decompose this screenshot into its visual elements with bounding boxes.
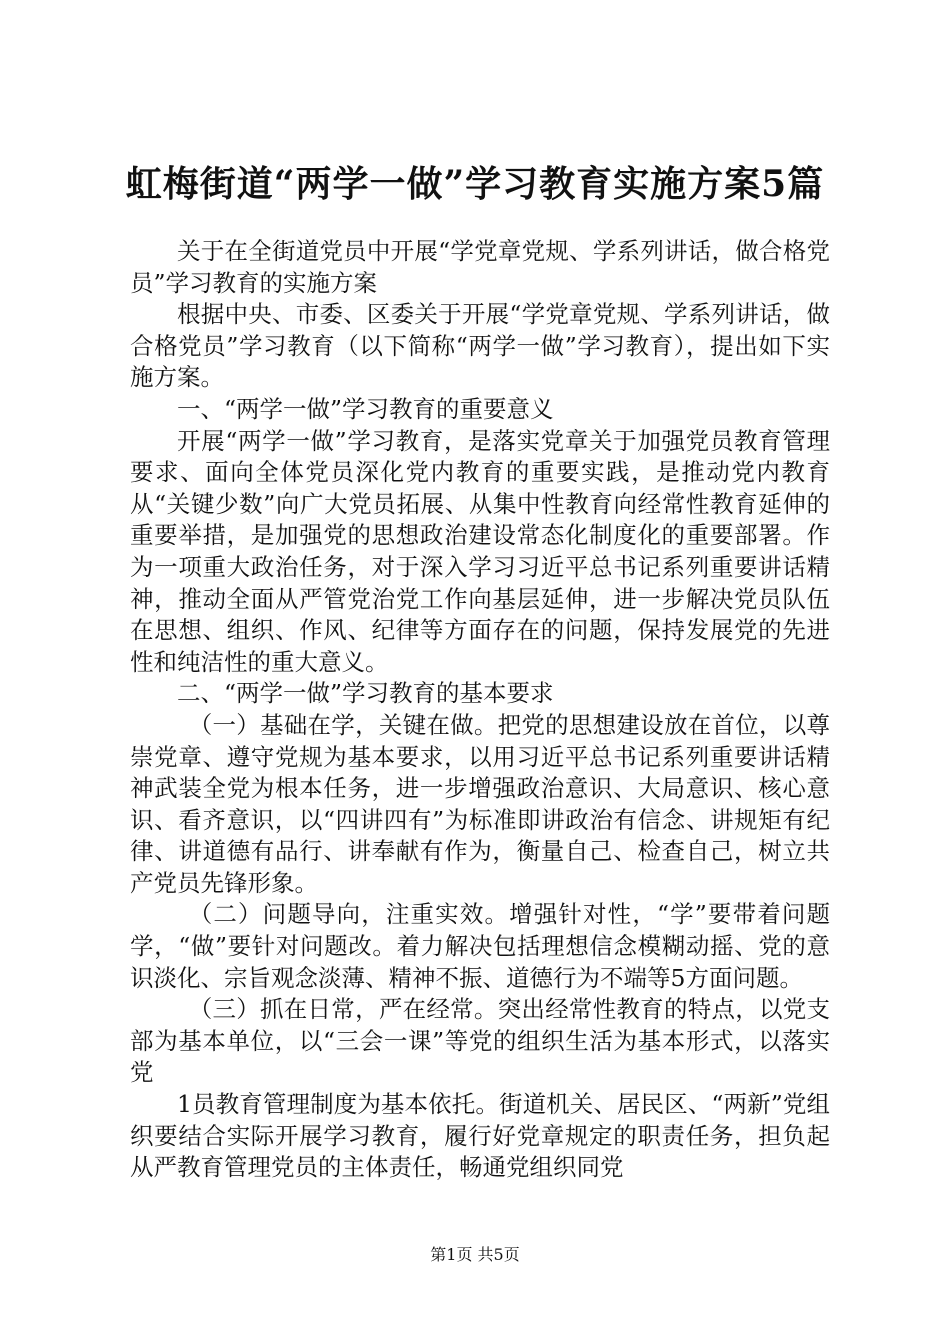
section-heading-significance: 一、“两学一做”学习教育的重要意义	[177, 394, 554, 423]
paragraph-basis: 根据中央、市委、区委关于开展“学党章党规、学系列讲话，做合格党员”学习教育（以下简称“两学一做”学习教育），提出如下实施方案。	[130, 300, 830, 392]
paragraph-requirement-3: （三）抓在日常，严在经常。突出经常性教育的特点，以党支部为基本单位，以“三会一课”等党的组织生活为基本形式，以落实党	[130, 995, 830, 1087]
paragraph-intro-heading: 关于在全街道党员中开展“学党章党规、学系列讲话，做合格党员”学习教育的实施方案	[130, 237, 830, 297]
paragraph-requirement-2: （二）问题导向，注重实效。增强针对性，“学”要带着问题学，“做”要针对问题改。着力解决包括理想信念模糊动摇、党的意识淡化、宗旨观念淡薄、精神不振、道德行为不端等5方面问题。	[130, 900, 830, 992]
paragraph-requirement-1: （一）基础在学，关键在做。把党的思想建设放在首位，以尊崇党章、遵守党规为基本要求，以用习近平总书记系列重要讲话精神武装全党为根本任务，进一步增强政治意识、大局意识、核心意识、看齐意识，以“四讲四有”为标准即讲政治有信念、讲规矩有纪律、讲道德有品行、讲奉献有作为，衡量自己、检查自己，树立共产党员先锋形象。	[130, 710, 830, 897]
section-heading-requirements: 二、“两学一做”学习教育的基本要求	[177, 679, 554, 708]
paragraph-continuation: 1员教育管理制度为基本依托。街道机关、居民区、“两新”党组织要结合实际开展学习教育，履行好党章规定的职责任务，担负起从严教育管理党员的主体责任，畅通党组织同党	[130, 1090, 830, 1182]
document-title: 虹梅街道“两学一做”学习教育实施方案5篇	[125, 163, 825, 205]
document-body	[130, 236, 830, 1184]
page-number-footer: 第1页 共5页	[430, 1245, 520, 1264]
paragraph-significance: 开展“两学一做”学习教育，是落实党章关于加强党员教育管理要求、面向全体党员深化党内教育的重要实践，是推动党内教育从“关键少数”向广大党员拓展、从集中性教育向经常性教育延伸的重要举措，是加强党的思想政治建设常态化制度化的重要部署。作为一项重大政治任务，对于深入学习习近平总书记系列重要讲话精神，推动全面从严管党治党工作向基层延伸，进一步解决党员队伍在思想、组织、作风、纪律等方面存在的问题，保持发展党的先进性和纯洁性的重大意义。	[130, 426, 830, 676]
